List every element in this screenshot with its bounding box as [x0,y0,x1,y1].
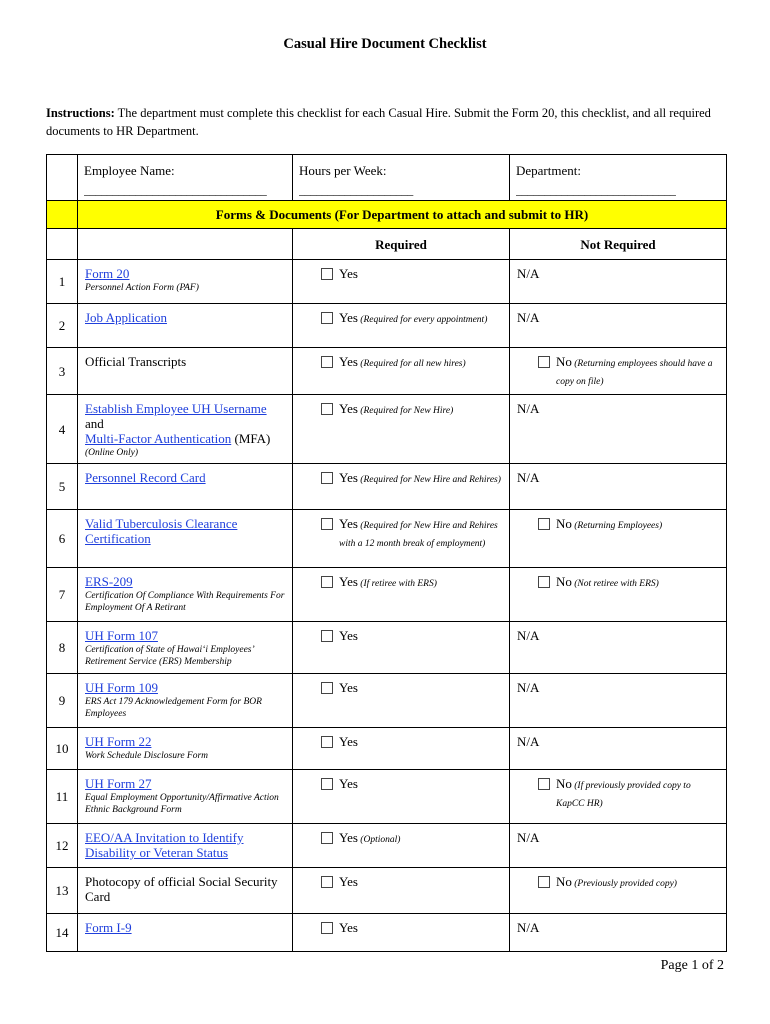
department-label: Department: [516,163,581,178]
required-option [293,914,510,952]
required-note: (If retiree with ERS) [357,579,437,589]
instructions-text: The department must complete this checklist for each Casual Hire. Submit the Form 20, this checklist, and all required documents to HR Department. [46,106,711,138]
document-link[interactable]: Personnel Record Card [85,470,206,485]
required-option [293,304,510,348]
document-item [78,770,293,824]
required-answer-line [321,310,503,328]
not-required-note: (If previously provided copy to KapCC HR) [556,781,691,809]
instructions [46,104,736,140]
document-link[interactable]: Job Application [85,310,167,325]
document-link[interactable]: Multi-Factor Authentication [85,431,232,446]
required-answer-line [321,920,503,935]
required-checkbox[interactable] [321,403,333,415]
required-option [293,728,510,770]
required-checkbox[interactable] [321,518,333,530]
row-number: 13 [47,868,78,914]
not-required-checkbox[interactable] [538,876,550,888]
required-option [293,824,510,868]
required-answer: Yes [339,830,358,845]
table-row [47,395,727,464]
not-applicable: N/A [510,304,727,348]
table-row [47,510,727,568]
required-checkbox[interactable] [321,312,333,324]
department-blank: ____________________________ [516,183,676,197]
document-subtitle: Personnel Action Form (PAF) [85,283,199,293]
required-option [293,770,510,824]
document-link[interactable]: Valid Tuberculosis Clearance Certification [85,516,238,546]
not-required-note: (Previously provided copy) [571,879,677,889]
required-option [293,395,510,464]
table-row [47,770,727,824]
required-checkbox[interactable] [321,630,333,642]
row-number: 12 [47,824,78,868]
table-row [47,622,727,674]
document-subtitle: (Online Only) [85,448,139,458]
not-required-answer: No [556,874,572,889]
document-item [78,464,293,510]
not-applicable: N/A [510,914,727,952]
document-item [78,622,293,674]
document-subtitle: Certification of State of Hawai‘i Employees’ Retirement Service (ERS) Membership [85,645,254,667]
required-option [293,260,510,304]
employee-name-blank: ________________________________ [84,183,267,197]
not-required-answer-line [538,874,720,892]
required-answer: Yes [339,266,358,281]
document-link[interactable]: UH Form 107 [85,628,158,643]
document-subtitle: Work Schedule Disclosure Form [85,751,209,761]
row-number: 11 [47,770,78,824]
required-header: Required [293,229,510,260]
table-row [47,868,727,914]
instructions-label: Instructions: [46,106,115,120]
required-answer: Yes [339,470,358,485]
not-applicable: N/A [510,824,727,868]
required-answer-line [321,874,503,889]
not-required-option [510,770,727,824]
document-link[interactable]: UH Form 22 [85,734,152,749]
not-required-option [510,868,727,914]
not-required-answer: No [556,516,572,531]
document-link[interactable]: Form 20 [85,266,130,281]
not-applicable: N/A [510,395,727,464]
row-number: 2 [47,304,78,348]
not-required-checkbox[interactable] [538,356,550,368]
required-answer-line [321,516,503,552]
required-option [293,568,510,622]
required-answer: Yes [339,920,358,935]
row-number: 3 [47,348,78,395]
not-applicable: N/A [510,622,727,674]
document-item [78,260,293,304]
required-checkbox[interactable] [321,472,333,484]
not-required-option [510,568,727,622]
not-required-note: (Not retiree with ERS) [571,579,659,589]
row-number: 10 [47,728,78,770]
required-answer-line [321,680,503,695]
required-answer-line [321,574,503,592]
required-answer-line [321,266,503,281]
required-checkbox[interactable] [321,576,333,588]
employee-name-label: Employee Name: [84,163,175,178]
employee-name-field[interactable] [78,155,293,201]
not-required-option [510,510,727,568]
not-required-answer-line [538,574,720,592]
required-checkbox[interactable] [321,682,333,694]
required-note: (Required for every appointment) [357,315,488,325]
not-required-note: (Returning Employees) [571,521,663,531]
table-row [47,464,727,510]
document-link[interactable]: ERS-209 [85,574,133,589]
document-item [78,728,293,770]
required-answer: Yes [339,310,358,325]
table-row [47,348,727,395]
not-required-note: (Returning employees should have a copy on file) [556,359,713,387]
required-checkbox[interactable] [321,832,333,844]
page-number: Page 1 of 2 [660,958,724,973]
column-header-row [47,229,727,260]
not-applicable: N/A [510,674,727,728]
row-number: 14 [47,914,78,952]
document-link[interactable]: Form I-9 [85,920,132,935]
not-required-answer-line [538,516,720,534]
not-applicable: N/A [510,260,727,304]
required-checkbox[interactable] [321,268,333,280]
table-row [47,824,727,868]
required-answer: Yes [339,734,358,749]
required-option [293,622,510,674]
required-option [293,464,510,510]
row-number: 1 [47,260,78,304]
required-answer-line [321,470,503,488]
table-row [47,728,727,770]
document-link[interactable]: EEO/AA Invitation to Identify Disability or Veteran Status [85,830,244,860]
required-checkbox[interactable] [321,876,333,888]
hours-per-week-field[interactable] [293,155,510,201]
required-note: (Optional) [357,835,401,845]
banner-row [47,201,727,229]
not-required-checkbox[interactable] [538,518,550,530]
required-answer: Yes [339,874,358,889]
not-required-checkbox[interactable] [538,778,550,790]
document-title: Photocopy of official Social Security Card [85,874,278,904]
document-item [78,395,293,464]
document-title-connector: and [85,416,104,431]
document-subtitle: ERS Act 179 Acknowledgement Form for BOR Employees [85,697,262,719]
required-answer-line [321,354,503,372]
required-answer: Yes [339,574,358,589]
required-answer-line [321,401,503,419]
document-subtitle: Certification Of Compliance With Requirements For Employment Of A Retirant [85,591,285,613]
not-required-option [510,348,727,395]
required-note: (Required for New Hire and Rehires) [357,475,501,485]
required-answer-line [321,628,503,643]
required-checkbox[interactable] [321,356,333,368]
department-field[interactable] [510,155,727,201]
document-subtitle: Equal Employment Opportunity/Affirmative Action Ethnic Background Form [85,793,279,815]
required-answer: Yes [339,516,358,531]
required-answer: Yes [339,628,358,643]
forms-banner: Forms & Documents (For Department to attach and submit to HR) [78,201,727,229]
checklist-table [46,154,727,952]
document-link[interactable]: Establish Employee UH Username [85,401,267,416]
required-checkbox[interactable] [321,736,333,748]
hours-per-week-blank: ____________________ [299,183,414,197]
page-title: Casual Hire Document Checklist [283,36,487,52]
required-answer: Yes [339,354,358,369]
table-row [47,914,727,952]
document-item [78,868,293,914]
required-answer: Yes [339,401,358,416]
required-answer-line [321,776,503,791]
required-checkbox[interactable] [321,778,333,790]
row-number: 8 [47,622,78,674]
required-option [293,348,510,395]
required-note: (Required for all new hires) [357,359,466,369]
not-applicable: N/A [510,728,727,770]
not-required-answer-line [538,776,720,812]
not-required-checkbox[interactable] [538,576,550,588]
required-answer-line [321,830,503,848]
not-required-answer: No [556,354,572,369]
required-note: (Required for New Hire) [357,406,454,416]
not-required-header: Not Required [510,229,727,260]
document-title-suffix: (MFA) [231,431,271,446]
required-checkbox[interactable] [321,922,333,934]
table-row [47,260,727,304]
table-row [47,674,727,728]
row-number: 5 [47,464,78,510]
employee-info-row [47,155,727,201]
required-option [293,510,510,568]
document-item [78,510,293,568]
document-link[interactable]: UH Form 27 [85,776,152,791]
required-answer-line [321,734,503,749]
required-answer: Yes [339,680,358,695]
row-number: 7 [47,568,78,622]
table-row [47,304,727,348]
document-item [78,914,293,952]
hours-per-week-label: Hours per Week: [299,163,387,178]
document-item [78,824,293,868]
document-title: Official Transcripts [85,354,187,369]
not-applicable: N/A [510,464,727,510]
document-item [78,674,293,728]
document-item [78,568,293,622]
document-item [78,304,293,348]
row-number: 9 [47,674,78,728]
required-option [293,868,510,914]
not-required-answer-line [538,354,720,390]
not-required-answer: No [556,776,572,791]
row-number: 6 [47,510,78,568]
table-row [47,568,727,622]
required-note: (Required for New Hire and Rehires with a 12 month break of employment) [339,521,498,549]
not-required-answer: No [556,574,572,589]
document-link[interactable]: UH Form 109 [85,680,158,695]
required-answer: Yes [339,776,358,791]
row-number: 4 [47,395,78,464]
document-item [78,348,293,395]
required-option [293,674,510,728]
